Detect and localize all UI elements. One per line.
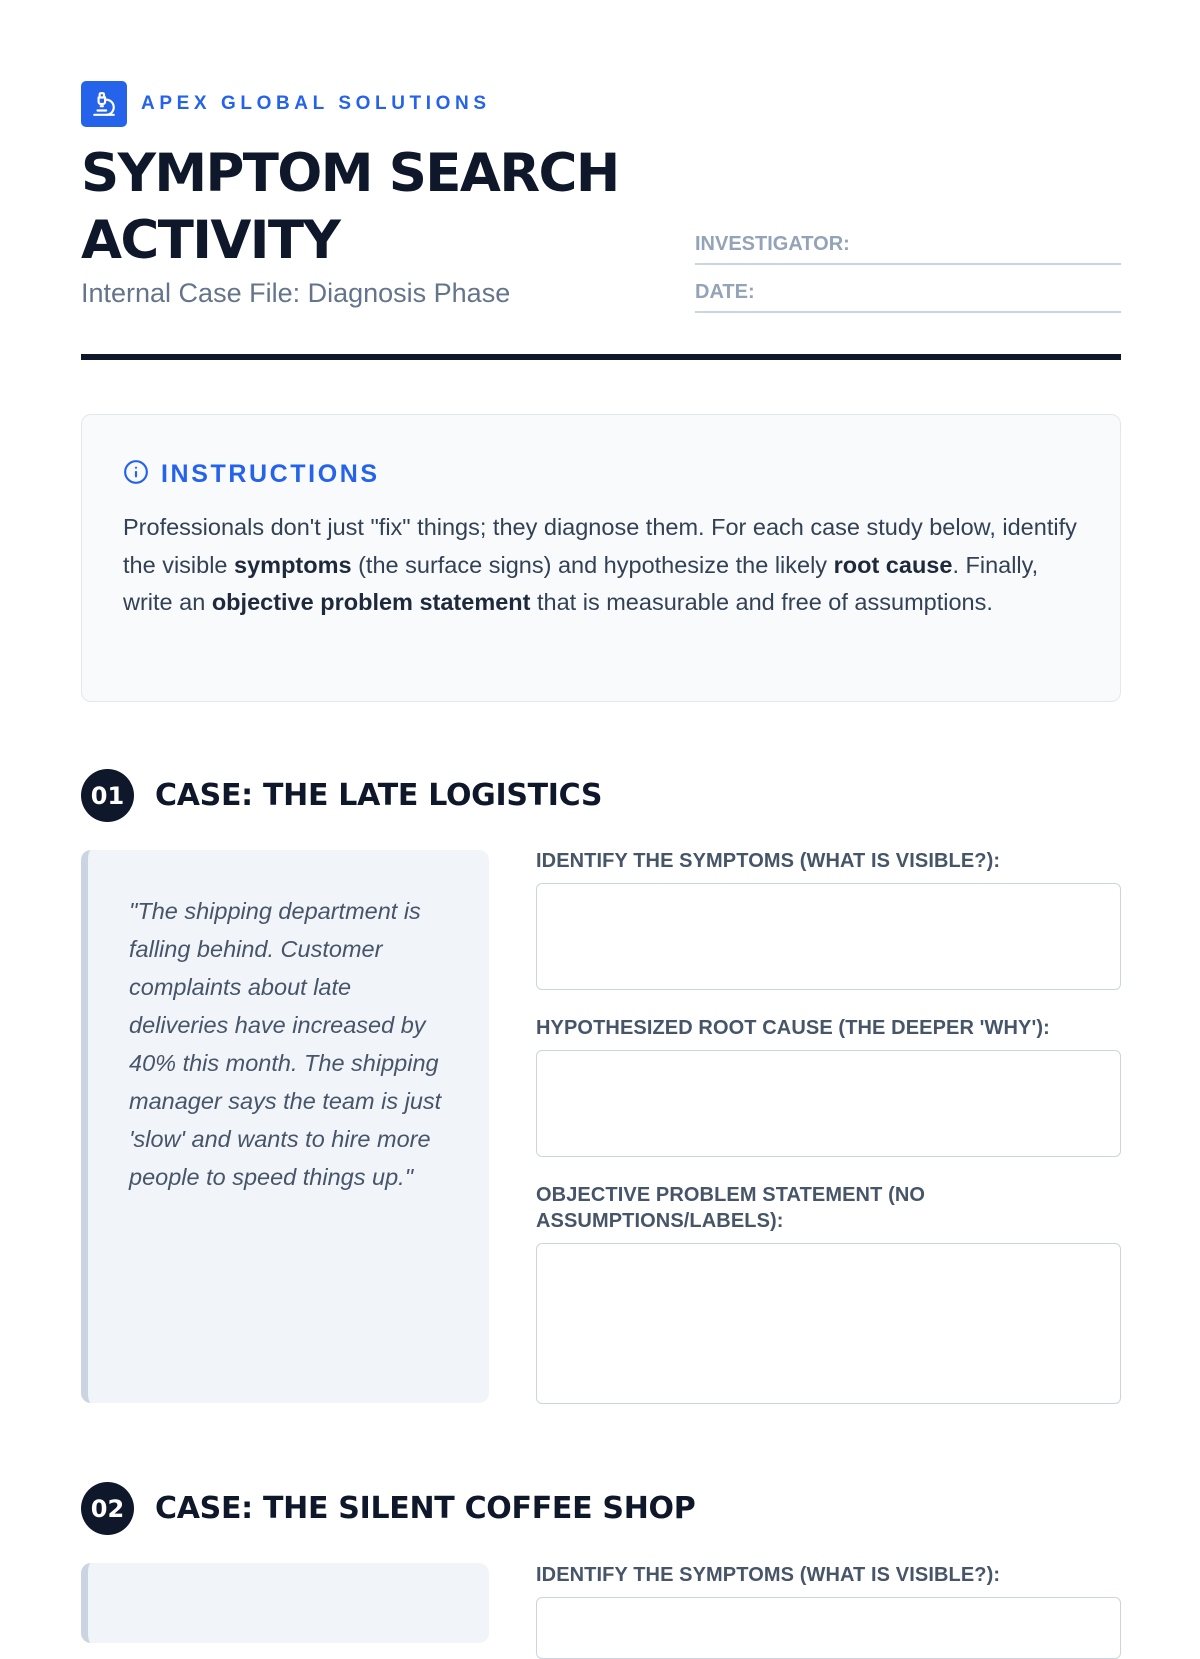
root-cause-answer-box[interactable] bbox=[536, 1050, 1121, 1157]
case-title: CASE: THE LATE LOGISTICS bbox=[155, 778, 603, 813]
scenario-quote: "The shipping department is falling behind. Customer complaints about late deliveries have increased by 40% this month. The shipping manager says the team is just 'slow' and wants to hire more people to speed things up." bbox=[129, 898, 442, 1190]
root-cause-label: HYPOTHESIZED ROOT CAUSE (THE DEEPER 'WHY'): bbox=[536, 1017, 1050, 1039]
date-label: DATE: bbox=[695, 281, 755, 303]
case-header bbox=[81, 769, 602, 822]
symptoms-label: IDENTIFY THE SYMPTOMS (WHAT IS VISIBLE?): bbox=[536, 1564, 1001, 1586]
instructions-text-part: (the surface signs) and hypothesize the likely bbox=[351, 551, 834, 578]
investigator-label: INVESTIGATOR: bbox=[695, 233, 850, 255]
keyword-problem-statement: objective problem statement bbox=[211, 589, 531, 615]
instructions-text-part: that is measurable and free of assumptions. bbox=[530, 589, 993, 615]
symptoms-answer-box[interactable] bbox=[536, 883, 1121, 990]
instructions-header bbox=[123, 459, 380, 490]
keyword-root-cause: root cause bbox=[833, 551, 953, 578]
instructions-text-part: Professionals don't just "fix" things; they diagnose them. For each case study below, identify the visible bbox=[123, 514, 1077, 578]
page-title: SYMPTOM SEARCH ACTIVITY bbox=[81, 143, 619, 271]
case-scenario bbox=[81, 1563, 489, 1643]
case-number-badge: 02 bbox=[81, 1482, 134, 1535]
instructions-panel bbox=[81, 414, 1121, 702]
symptoms-label: IDENTIFY THE SYMPTOMS (WHAT IS VISIBLE?): bbox=[536, 850, 1001, 872]
case-title: CASE: THE SILENT COFFEE SHOP bbox=[155, 1491, 696, 1526]
date-field[interactable] bbox=[695, 281, 1121, 313]
investigator-field[interactable] bbox=[695, 233, 1121, 265]
instructions-title: INSTRUCTIONS bbox=[161, 460, 380, 488]
header-divider bbox=[81, 354, 1121, 360]
brand bbox=[81, 81, 491, 127]
brand-name: APEX GLOBAL SOLUTIONS bbox=[141, 93, 491, 114]
case-header bbox=[81, 1482, 695, 1535]
instructions-text-part: . Finally, write an bbox=[123, 551, 1039, 615]
info-icon bbox=[123, 459, 149, 490]
problem-statement-label: OBJECTIVE PROBLEM STATEMENT (NO ASSUMPTIONS/LABELS): bbox=[536, 1184, 926, 1232]
page-subtitle: Internal Case File: Diagnosis Phase bbox=[81, 278, 511, 308]
case-number-badge: 01 bbox=[81, 769, 134, 822]
keyword-symptoms: symptoms bbox=[234, 551, 352, 578]
problem-statement-answer-box[interactable] bbox=[536, 1243, 1121, 1404]
symptoms-answer-box[interactable] bbox=[536, 1597, 1121, 1659]
microscope-icon bbox=[81, 81, 127, 127]
instructions-text bbox=[123, 509, 1083, 622]
case-scenario bbox=[81, 850, 489, 1403]
